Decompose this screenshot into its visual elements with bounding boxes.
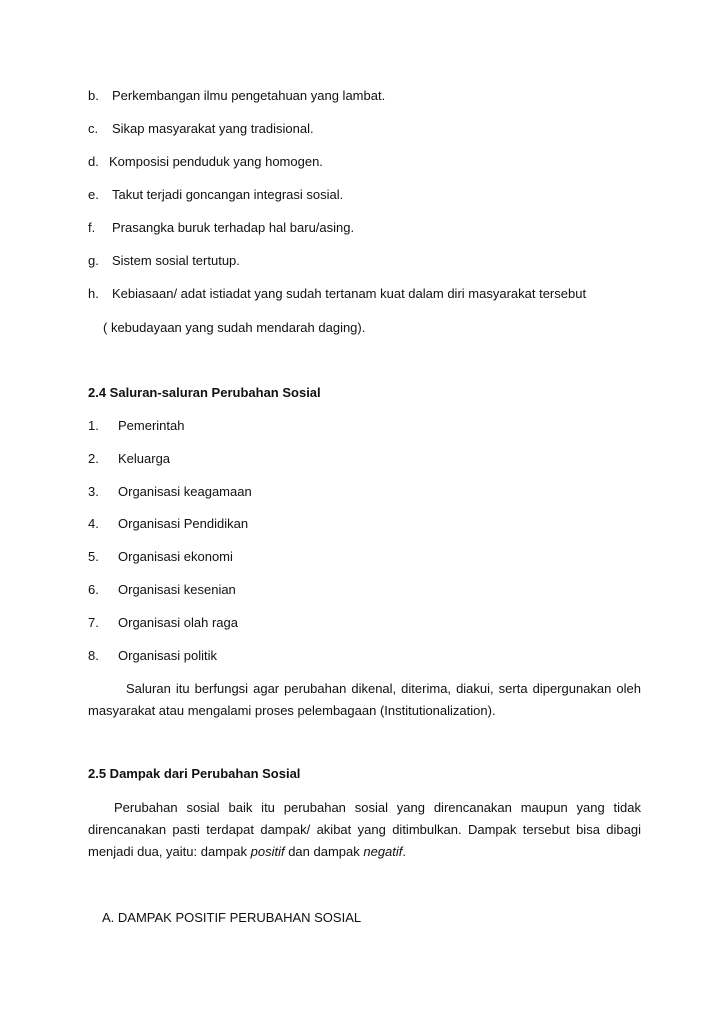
list-item <box>88 451 170 467</box>
list-marker: 5. <box>88 549 99 564</box>
list-text: Organisasi Pendidikan <box>118 516 249 531</box>
list-item <box>88 187 343 203</box>
list-item <box>88 253 240 269</box>
list-item <box>88 154 323 170</box>
term-negatif: negatif <box>363 844 403 859</box>
list-text: Perkembangan ilmu pengetahuan yang lambat. <box>112 88 386 103</box>
section-heading-2-4: 2.4 Saluran-saluran Perubahan Sosial <box>88 385 321 400</box>
paragraph-saluran: Saluran itu berfungsi agar perubahan dikenal, diterima, diakui, serta dipergunakan oleh masyarakat atau mengalami proses pelembagaan (Institutionalization). <box>88 681 641 718</box>
list-marker: g. <box>88 253 99 268</box>
list-item <box>88 549 233 565</box>
section-heading-2-5: 2.5 Dampak dari Perubahan Sosial <box>88 766 301 781</box>
paragraph-text: dan dampak <box>284 844 364 859</box>
list-item <box>88 516 248 532</box>
paragraph-text: . <box>402 844 407 859</box>
list-marker: d. <box>88 154 99 169</box>
list-item <box>88 286 586 302</box>
list-text: Pemerintah <box>118 418 185 433</box>
list-text: Keluarga <box>118 451 171 466</box>
list-continuation: ( kebudayaan yang sudah mendarah daging). <box>103 320 366 335</box>
list-text: Organisasi politik <box>118 648 217 663</box>
list-marker: e. <box>88 187 99 202</box>
paragraph-text: Perubahan sosial baik itu perubahan sosial yang direncanakan maupun yang tidak direncanakan pasti terdapat dampak/ akibat yang ditimbulkan. Dampak tersebut bisa dibagi menjadi dua, yaitu: dampak <box>88 800 641 859</box>
paragraph-dampak <box>88 797 641 863</box>
list-marker: 7. <box>88 615 99 630</box>
list-text: Komposisi penduduk yang homogen. <box>109 154 323 169</box>
list-marker: b. <box>88 88 99 103</box>
list-item <box>88 615 238 631</box>
list-text: Takut terjadi goncangan integrasi sosial. <box>112 187 344 202</box>
list-text: Organisasi keagamaan <box>118 484 252 499</box>
list-item <box>88 88 385 104</box>
list-text: Organisasi olah raga <box>118 615 238 630</box>
list-marker: 4. <box>88 516 99 531</box>
list-item <box>88 121 314 137</box>
list-text: Prasangka buruk terhadap hal baru/asing. <box>112 220 355 235</box>
list-marker: h. <box>88 286 99 301</box>
subsection-heading-a: A. DAMPAK POSITIF PERUBAHAN SOSIAL <box>102 910 362 925</box>
list-item <box>88 484 252 500</box>
list-marker: 8. <box>88 648 99 663</box>
list-marker: f. <box>88 220 96 235</box>
list-text: Kebiasaan/ adat istiadat yang sudah tertanam kuat dalam diri masyarakat tersebut <box>112 286 587 301</box>
list-marker: c. <box>88 121 99 136</box>
list-marker: 2. <box>88 451 99 466</box>
list-text: Sikap masyarakat yang tradisional. <box>112 121 314 136</box>
list-marker: 1. <box>88 418 99 433</box>
term-positif: positif <box>250 844 285 859</box>
list-text: Organisasi ekonomi <box>118 549 233 564</box>
list-item <box>88 418 184 434</box>
list-marker: 6. <box>88 582 99 597</box>
list-marker: 3. <box>88 484 99 499</box>
list-text: Organisasi kesenian <box>118 582 236 597</box>
list-item <box>88 220 354 236</box>
list-item <box>88 648 217 664</box>
list-text: Sistem sosial tertutup. <box>112 253 240 268</box>
list-item <box>88 582 236 598</box>
